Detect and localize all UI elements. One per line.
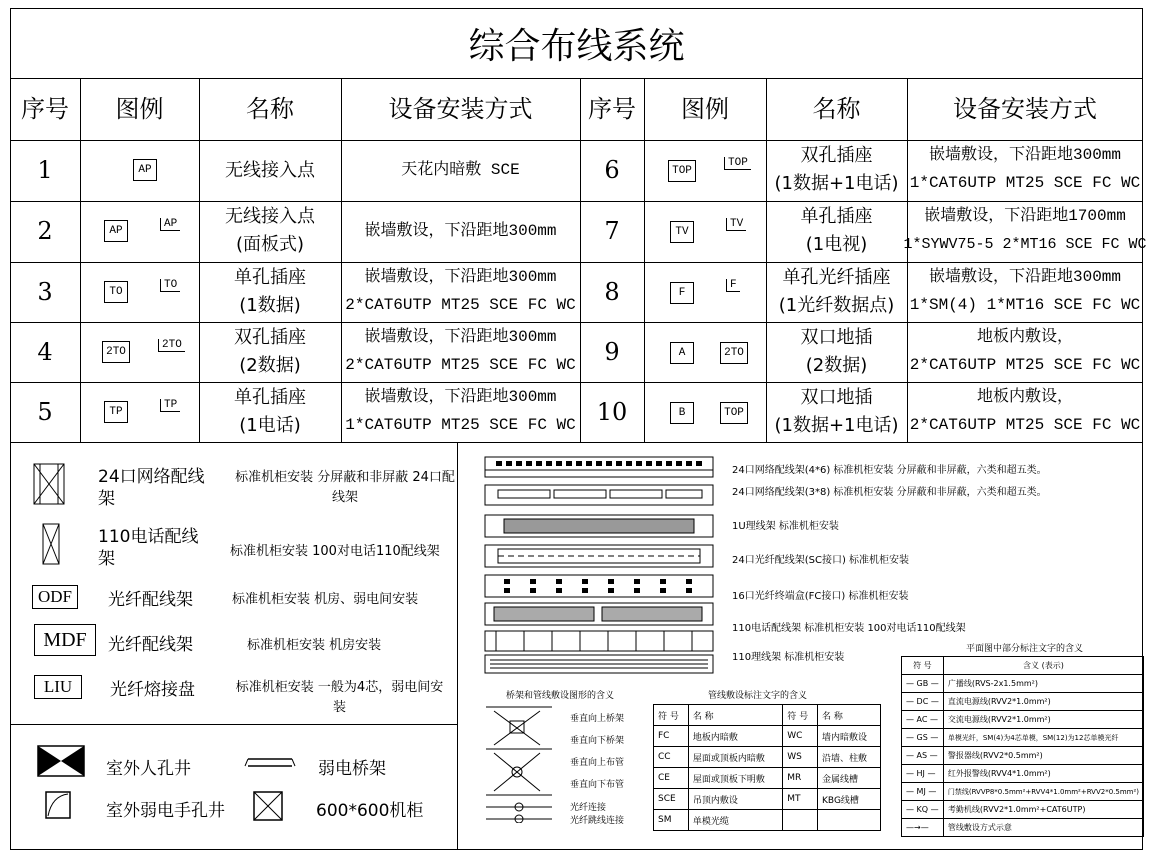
header-seq: 序号 bbox=[588, 94, 636, 123]
telephone-panel-110-icon bbox=[485, 603, 713, 625]
section-divider bbox=[10, 724, 457, 725]
table-cell: SM bbox=[654, 810, 689, 831]
header-install: 设备安装方式 bbox=[388, 94, 533, 123]
table-cell: — AC — bbox=[902, 711, 944, 729]
wall-access-point-symbol: AP bbox=[160, 218, 180, 231]
row-seq: 2 bbox=[37, 217, 53, 246]
floor-socket-symbol: B bbox=[670, 402, 694, 424]
table-row bbox=[902, 747, 1144, 765]
handhole-label: 室外弱电手孔井 bbox=[106, 801, 225, 821]
table-cell: WC bbox=[783, 726, 818, 747]
grid-line bbox=[10, 262, 1143, 263]
row-name: 双口地插 bbox=[800, 327, 873, 349]
cable-manager-110-icon bbox=[485, 631, 713, 651]
pipe-table-head: 名 称 bbox=[688, 705, 782, 726]
pipe-table-head: 符 号 bbox=[654, 705, 689, 726]
line-table-title: 平面图中部分标注文字的含义 bbox=[966, 644, 1084, 654]
liu-icon: LIU bbox=[34, 675, 82, 699]
section-divider bbox=[457, 442, 458, 850]
table-cell: WS bbox=[783, 747, 818, 768]
drawing-title: 综合布线系统 bbox=[468, 25, 685, 67]
row-install: 嵌墙敷设，下沿距地300mm bbox=[364, 268, 557, 287]
legend-desc: 标准机柜安装 100对电话110配线架 bbox=[230, 544, 440, 559]
pipe-table-title: 管线敷设标注文字的含义 bbox=[708, 691, 808, 701]
table-row bbox=[654, 768, 881, 789]
row-name: 无线接入点 bbox=[225, 159, 315, 181]
row-seq: 5 bbox=[37, 397, 53, 426]
fiber-socket-symbol: F bbox=[670, 282, 694, 304]
row-seq: 7 bbox=[604, 217, 620, 246]
table-cell bbox=[818, 810, 881, 831]
header-install: 设备安装方式 bbox=[953, 94, 1097, 123]
table-row bbox=[654, 810, 881, 831]
row-seq: 9 bbox=[604, 337, 620, 366]
legend-name: 光纤配线架 bbox=[108, 635, 193, 655]
manhole-icon bbox=[36, 744, 86, 778]
table-cell: 广播线(RVS-2x1.5mm²) bbox=[943, 675, 1143, 693]
line-table-head: 含义 (表示) bbox=[943, 657, 1143, 675]
legend-desc: 标准机柜安装 机房安装 bbox=[247, 638, 382, 653]
table-row bbox=[902, 783, 1144, 801]
line-table-header bbox=[902, 657, 1144, 675]
wall-fiber-socket-symbol: F bbox=[726, 279, 740, 292]
table-cell: MT bbox=[783, 789, 818, 810]
row-install-cable: 1*CAT6UTP MT25 SCE FC WC bbox=[909, 174, 1141, 193]
row-name-sub: (1电视) bbox=[805, 234, 868, 256]
row-install: 嵌墙敷设，下沿距地300mm bbox=[928, 268, 1121, 287]
pipe-table-header bbox=[654, 705, 881, 726]
table-row bbox=[902, 801, 1144, 819]
bridge-legend-item: 垂直向下布管 bbox=[570, 780, 625, 790]
row-install: 嵌墙敷设，下沿距地300mm bbox=[364, 221, 557, 240]
wall-socket-symbol: TO bbox=[160, 279, 180, 292]
legend-name: 光纤熔接盘 bbox=[110, 680, 195, 700]
row-name-sub: (2数据) bbox=[239, 355, 301, 377]
table-cell: 考勤机线(RVV2*1.0mm²+CAT6UTP) bbox=[943, 801, 1143, 819]
table-cell: 警报器线(RVV2*0.5mm²) bbox=[943, 747, 1143, 765]
row-install: 嵌墙敷设，下沿距地300mm bbox=[364, 328, 557, 347]
table-cell: 沿墙、柱敷 bbox=[818, 747, 881, 768]
table-cell: — HJ — bbox=[902, 765, 944, 783]
cabinet-icon bbox=[252, 790, 284, 822]
bridge-legend-item: 光纤连接 bbox=[570, 803, 607, 813]
header-legend: 图例 bbox=[681, 94, 729, 123]
row-install-cable: 1*SYWV75-5 2*MT16 SCE FC WC bbox=[903, 236, 1147, 253]
header-legend: 图例 bbox=[115, 94, 164, 123]
row-name-sub: (面板式) bbox=[235, 234, 305, 256]
table-row bbox=[902, 675, 1144, 693]
legend-desc: 标准机柜安装 分屏蔽和非屏蔽 24口配线架 bbox=[235, 470, 455, 505]
table-cell bbox=[783, 810, 818, 831]
table-cell: 交流电源线(RVV2*1.0mm²) bbox=[943, 711, 1143, 729]
row-install-cable: 1*CAT6UTP MT25 SCE FC WC bbox=[345, 416, 576, 435]
table-cell: 吊顶内敷设 bbox=[688, 789, 782, 810]
legend-name: 110电话配线架 bbox=[98, 527, 199, 569]
row-name-sub: (1数据) bbox=[239, 295, 301, 317]
grid-line bbox=[10, 442, 1143, 443]
row-name: 单孔插座 bbox=[234, 267, 306, 289]
tv-socket-symbol: TV bbox=[670, 221, 694, 243]
panel-desc: 1U理线架 标准机柜安装 bbox=[732, 521, 839, 532]
cable-manager-110-lines-icon bbox=[485, 655, 713, 673]
wall-socket-symbol: 2TO bbox=[158, 339, 185, 352]
table-row bbox=[654, 747, 881, 768]
line-table-head: 符 号 bbox=[902, 657, 944, 675]
row-name: 双口地插 bbox=[800, 387, 873, 409]
wall-tv-socket-symbol: TV bbox=[726, 218, 746, 231]
floor-socket-symbol: 2TO bbox=[720, 342, 748, 364]
row-install: 地板内敷设， bbox=[976, 328, 1073, 347]
fiber-panel-24-icon bbox=[485, 545, 713, 567]
row-name: 双孔插座 bbox=[234, 327, 306, 349]
pipe-table bbox=[653, 704, 881, 831]
legend-desc: 标准机柜安装 机房、弱电间安装 bbox=[232, 592, 419, 607]
row-name: 单孔插座 bbox=[234, 387, 306, 409]
rack-panel-illustrations bbox=[484, 455, 716, 675]
row-name-sub: (1光纤数据点) bbox=[778, 295, 895, 317]
handhole-icon bbox=[44, 790, 72, 820]
table-row bbox=[902, 711, 1144, 729]
row-install-cable: 2*CAT6UTP MT25 SCE FC WC bbox=[345, 356, 576, 375]
grid-line bbox=[10, 322, 1143, 323]
legend-name: 光纤配线架 bbox=[108, 590, 193, 610]
table-cell: — DC — bbox=[902, 693, 944, 711]
row-seq: 8 bbox=[604, 277, 620, 306]
table-cell: — GB — bbox=[902, 675, 944, 693]
row-seq: 4 bbox=[37, 337, 53, 366]
floor-socket-symbol: TOP bbox=[720, 402, 748, 424]
cable-tray-label: 弱电桥架 bbox=[318, 759, 386, 779]
legend-desc: 标准机柜安装 一般为4芯，弱电间安装 bbox=[235, 680, 444, 715]
panel-desc: 110电话配线架 标准机柜安装 100对电话110配线架 bbox=[732, 623, 966, 634]
row-seq: 3 bbox=[37, 277, 53, 306]
socket-symbol: TOP bbox=[668, 160, 696, 182]
row-install-cable: 2*CAT6UTP MT25 SCE FC WC bbox=[345, 296, 576, 315]
table-cell: 金属线槽 bbox=[818, 768, 881, 789]
patch-panel-4x6-icon bbox=[485, 457, 713, 477]
access-point-symbol: AP bbox=[133, 159, 157, 181]
row-install-cable: 2*CAT6UTP MT25 SCE FC WC bbox=[909, 416, 1141, 435]
table-cell: 管线敷设方式示意 bbox=[943, 819, 1143, 837]
fiber-terminal-box-16-icon bbox=[485, 575, 713, 597]
pipe-table-head: 名 称 bbox=[818, 705, 881, 726]
header-name: 名称 bbox=[812, 94, 861, 123]
table-cell: 屋面或顶板下明敷 bbox=[688, 768, 782, 789]
table-cell: 屋面或顶板内暗敷 bbox=[688, 747, 782, 768]
row-name: 无线接入点 bbox=[225, 206, 315, 228]
row-name: 单孔光纤插座 bbox=[782, 267, 891, 289]
panel-desc: 110理线架 标准机柜安装 bbox=[732, 652, 845, 663]
panel-desc: 24口网络配线架(4*6) 标准机柜安装 分屏蔽和非屏蔽，六类和超五类。 bbox=[732, 465, 1047, 476]
row-install: 嵌墙敷设，下沿距地300mm bbox=[928, 146, 1121, 165]
table-row bbox=[902, 693, 1144, 711]
row-seq: 6 bbox=[604, 156, 620, 185]
row-install-cable: 2*CAT6UTP MT25 SCE FC WC bbox=[909, 356, 1141, 375]
cable-tray-icon bbox=[244, 756, 296, 770]
floor-socket-symbol: A bbox=[670, 342, 694, 364]
manhole-label: 室外人孔井 bbox=[106, 759, 191, 779]
table-cell: FC bbox=[654, 726, 689, 747]
panel-desc: 16口光纤终端盒(FC接口) 标准机柜安装 bbox=[732, 591, 909, 602]
table-row bbox=[902, 765, 1144, 783]
table-cell: —→— bbox=[902, 819, 944, 837]
patch-panel-24-icon bbox=[30, 462, 70, 506]
bridge-legend-title: 桥架和管线敷设图形的含义 bbox=[506, 691, 615, 701]
table-cell: 门禁线(RVVP8*0.5mm²+RVV4*1.0mm²+RVV2*0.5mm²) bbox=[943, 783, 1143, 801]
socket-symbol: TO bbox=[104, 281, 128, 303]
row-install-cable: 1*SM(4) 1*MT16 SCE FC WC bbox=[909, 296, 1141, 315]
table-cell: 单模光纤，SM(4)为4芯单模，SM(12)为12芯单模光纤 bbox=[943, 729, 1143, 747]
table-cell: 墙内暗敷设 bbox=[818, 726, 881, 747]
bridge-vertical-icons bbox=[484, 703, 554, 823]
cable-manager-1u-icon bbox=[485, 515, 713, 537]
header-name: 名称 bbox=[246, 94, 294, 123]
table-row bbox=[654, 726, 881, 747]
table-cell: SCE bbox=[654, 789, 689, 810]
grid-line bbox=[10, 382, 1143, 383]
socket-symbol: 2TO bbox=[102, 341, 130, 363]
table-cell: KBG线槽 bbox=[818, 789, 881, 810]
pipe-table-head: 符 号 bbox=[783, 705, 818, 726]
header-seq: 序号 bbox=[21, 94, 69, 123]
row-name-sub: (2数据) bbox=[805, 355, 868, 377]
row-install: 嵌墙敷设，下沿距地300mm bbox=[364, 388, 557, 407]
row-name-sub: (1数据+1电话) bbox=[774, 173, 899, 195]
patch-panel-3x8-icon bbox=[485, 485, 713, 505]
panel-desc: 24口网络配线架(3*8) 标准机柜安装 分屏蔽和非屏蔽，六类和超五类。 bbox=[732, 487, 1047, 498]
table-cell: — GS — bbox=[902, 729, 944, 747]
table-cell: — AS — bbox=[902, 747, 944, 765]
row-name: 双孔插座 bbox=[800, 145, 873, 167]
table-cell: MR bbox=[783, 768, 818, 789]
table-row bbox=[654, 789, 881, 810]
access-point-symbol: AP bbox=[104, 220, 128, 242]
row-install: 地板内敷设， bbox=[976, 388, 1073, 407]
legend-name: 24口网络配线架 bbox=[98, 467, 205, 509]
wall-socket-symbol: TP bbox=[160, 399, 180, 412]
table-cell: CE bbox=[654, 768, 689, 789]
table-row bbox=[902, 819, 1144, 837]
wall-socket-symbol: TOP bbox=[724, 157, 751, 170]
line-table bbox=[901, 656, 1144, 837]
odf-icon: ODF bbox=[32, 585, 78, 609]
panel-desc: 24口光纤配线架(SC接口) 标准机柜安装 bbox=[732, 555, 910, 566]
cabinet-label: 600*600机柜 bbox=[316, 801, 424, 821]
row-name: 单孔插座 bbox=[800, 206, 873, 228]
bridge-legend-item: 垂直向下桥架 bbox=[570, 736, 625, 746]
socket-symbol: TP bbox=[104, 401, 128, 423]
table-cell: 直流电源线(RVV2*1.0mm²) bbox=[943, 693, 1143, 711]
table-cell: 地板内暗敷 bbox=[688, 726, 782, 747]
row-seq: 10 bbox=[596, 397, 628, 426]
row-name-sub: (1电话) bbox=[239, 415, 301, 437]
bridge-legend-item: 垂直向上桥架 bbox=[570, 714, 625, 724]
table-cell: 红外报警线(RVV4*1.0mm²) bbox=[943, 765, 1143, 783]
table-row bbox=[902, 729, 1144, 747]
table-cell: CC bbox=[654, 747, 689, 768]
row-seq: 1 bbox=[37, 156, 53, 185]
table-cell: — KQ — bbox=[902, 801, 944, 819]
bridge-legend-item: 光纤跳线连接 bbox=[570, 816, 625, 826]
table-cell: — MJ — bbox=[902, 783, 944, 801]
table-cell: 单模光缆 bbox=[688, 810, 782, 831]
bridge-legend-item: 垂直向上布管 bbox=[570, 758, 625, 768]
mdf-icon: MDF bbox=[34, 624, 96, 656]
row-install: 天花内暗敷 SCE bbox=[401, 160, 520, 179]
patch-panel-110-icon bbox=[40, 522, 62, 566]
row-install: 嵌墙敷设，下沿距地1700mm bbox=[924, 207, 1126, 226]
row-name-sub: (1数据+1电话) bbox=[774, 415, 899, 437]
